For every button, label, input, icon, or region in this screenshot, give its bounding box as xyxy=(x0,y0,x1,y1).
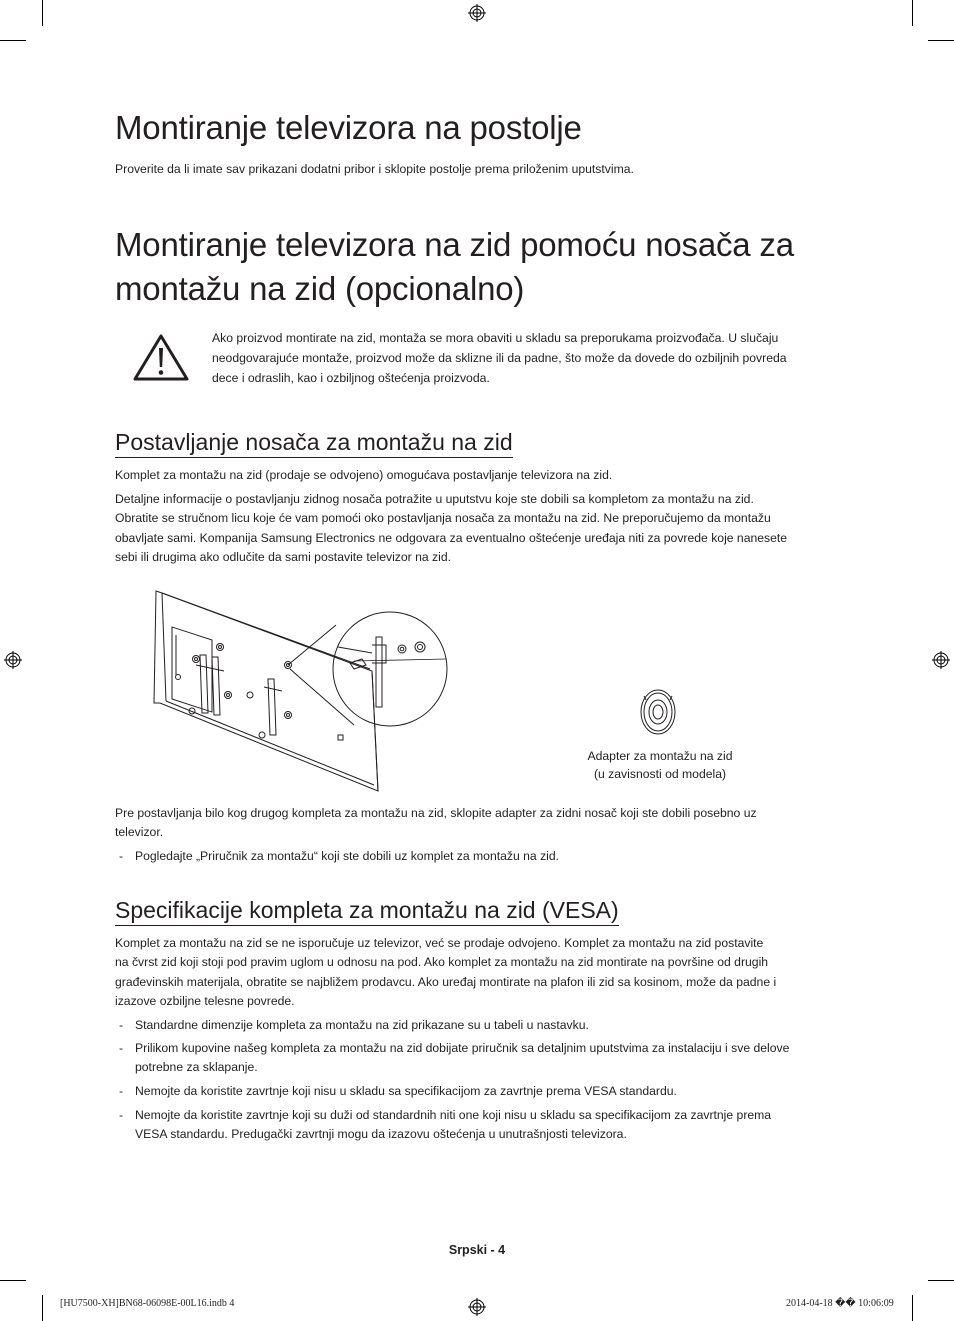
warning-triangle-icon xyxy=(132,333,190,381)
crop-mark xyxy=(928,40,954,41)
crop-mark xyxy=(42,0,43,26)
crop-mark xyxy=(0,1280,26,1281)
bullet-text: Standardne dimenzije kompleta za montažu na zid prikazane su u tabeli u nastavku. xyxy=(135,1018,589,1032)
bullet-text: Nemojte da koristite zavrtnje koji su duži od standardnih niti one koji nisu u skladu sa specifikacijom za zavrtnje prema xyxy=(135,1108,772,1122)
install-p1: Komplet za montažu na zid (prodaje se odvojeno) omogućava postavljanje televizora na zid. xyxy=(115,468,613,482)
bullet-text: Prilikom kupovine našeg kompleta za montažu na zid dobijate priručnik sa detaljnim uputstvima za instalaciju i sve delove xyxy=(135,1041,790,1055)
registration-mark-icon xyxy=(468,4,486,22)
install-bullet xyxy=(115,847,845,866)
bullet-dash: - xyxy=(119,1108,124,1122)
bullet-text: VESA standardu. Predugački zavrtnji mogu da izazovu oštećenja u unutrašnjosti televizora. xyxy=(135,1127,627,1142)
crop-mark xyxy=(0,40,26,41)
vesa-bullet xyxy=(115,1082,845,1101)
page-title-wall-line2: montažu na zid (opcionalno) xyxy=(115,270,525,307)
intro-stand: Proverite da li imate sav prikazani dodatni pribor i sklopite postolje prema priloženim uputstvima. xyxy=(115,162,634,176)
caution-text xyxy=(212,328,837,388)
print-slug-right: 2014-04-18 �� 10:06:09 xyxy=(786,1298,894,1309)
bullet-dash: - xyxy=(119,1041,124,1055)
caution-line: neodgovarajuće montaže, proizvod može da sklizne ili da padne, što može da dovede do ozbiljnih povreda xyxy=(212,351,787,365)
install-p3 xyxy=(115,804,845,843)
adapter-caption-line: (u zavisnosti od modela) xyxy=(593,766,727,781)
install-p2-line: sebi ili drugima ako odlučite da sami postavite televizor na zid. xyxy=(115,549,452,564)
install-p2-line: Detaljne informacije o postavljanju zidnog nosača potražite u uputstvu koje ste dobili sa kompletom za montažu na zid. xyxy=(115,492,754,506)
adapter-caption xyxy=(560,748,760,783)
crop-mark xyxy=(912,0,913,26)
vesa-bullet xyxy=(115,1106,845,1145)
tv-wall-mount-illustration xyxy=(140,585,450,795)
install-p3-line: televizor. xyxy=(115,825,164,840)
vesa-line: na čvrst zid koji stoji pod pravim uglom u odnosu na pod. Ako komplet za montažu na zid montirate na površine od drugih xyxy=(115,955,769,970)
bullet-text: Nemojte da koristite zavrtnje koji nisu u skladu sa specifikacijom za zavrtnje prema VESA standardu. xyxy=(135,1084,677,1098)
print-slug-left: [HU7500-XH]BN68-06098E-00L16.indb 4 xyxy=(60,1298,235,1309)
vesa-line: građevinskih materijala, obratite se najbližem prodavcu. Ako uređaj montirate na plafon ili zid sa kosinom, može da padne i xyxy=(115,974,777,989)
bullet-text: potrebne za sklapanje. xyxy=(135,1060,258,1075)
page-title-wall-line1: Montiranje televizora na zid pomoću nosača za xyxy=(115,226,794,263)
adapter-caption-line: Adapter za montažu na zid xyxy=(587,749,733,763)
crop-mark xyxy=(42,1295,43,1321)
caution-line: Ako proizvod montirate na zid, montaža se mora obaviti u skladu sa preporukama proizvođača. U slučaju xyxy=(212,331,779,345)
registration-mark-icon xyxy=(468,1298,486,1316)
wall-mount-adapter-icon xyxy=(636,686,680,738)
vesa-bullet xyxy=(115,1039,845,1078)
bullet-dash: - xyxy=(119,1084,124,1098)
vesa-bullet xyxy=(115,1016,845,1035)
page-number: Srpski - 4 xyxy=(448,1243,506,1257)
bullet-dash: - xyxy=(119,1018,124,1032)
install-p3-line: Pre postavljanja bilo kog drugog kompleta za montažu na zid, sklopite adapter za zidni nosač koji ste dobili posebno uz xyxy=(115,806,757,820)
vesa-line: izazove ozbiljne telesne povrede. xyxy=(115,993,295,1008)
registration-mark-icon xyxy=(932,651,950,669)
heading-vesa: Specifikacije kompleta za montažu na zid (VESA) xyxy=(115,895,619,926)
heading-install: Postavljanje nosača za montažu na zid xyxy=(115,427,513,458)
vesa-line: Komplet za montažu na zid se ne isporučuje uz televizor, već se prodaje odvojeno. Komplet za montažu na zid postavite xyxy=(115,936,764,950)
bullet-text: Pogledajte „Priručnik za montažu“ koji ste dobili uz komplet za montažu na zid. xyxy=(135,849,560,863)
install-p2 xyxy=(115,490,845,567)
registration-mark-icon xyxy=(4,651,22,669)
bullet-dash: - xyxy=(119,849,124,863)
page-title-stand: Montiranje televizora na postolje xyxy=(115,109,582,146)
crop-mark xyxy=(912,1295,913,1321)
install-p2-line: Obratite se stručnom licu koje će vam pomoći oko postavljanja nosača za montažu na zid. Ne preporučujemo da montažu xyxy=(115,511,771,526)
vesa-paragraph xyxy=(115,934,845,1011)
crop-mark xyxy=(928,1280,954,1281)
install-p2-line: obavljate sami. Kompanija Samsung Electronics ne odgovara za eventualno oštećenje uređaja niti za povrede koje nanesete xyxy=(115,530,788,545)
caution-line: dece i odraslih, kao i ozbiljnog oštećenja proizvoda. xyxy=(212,371,490,385)
